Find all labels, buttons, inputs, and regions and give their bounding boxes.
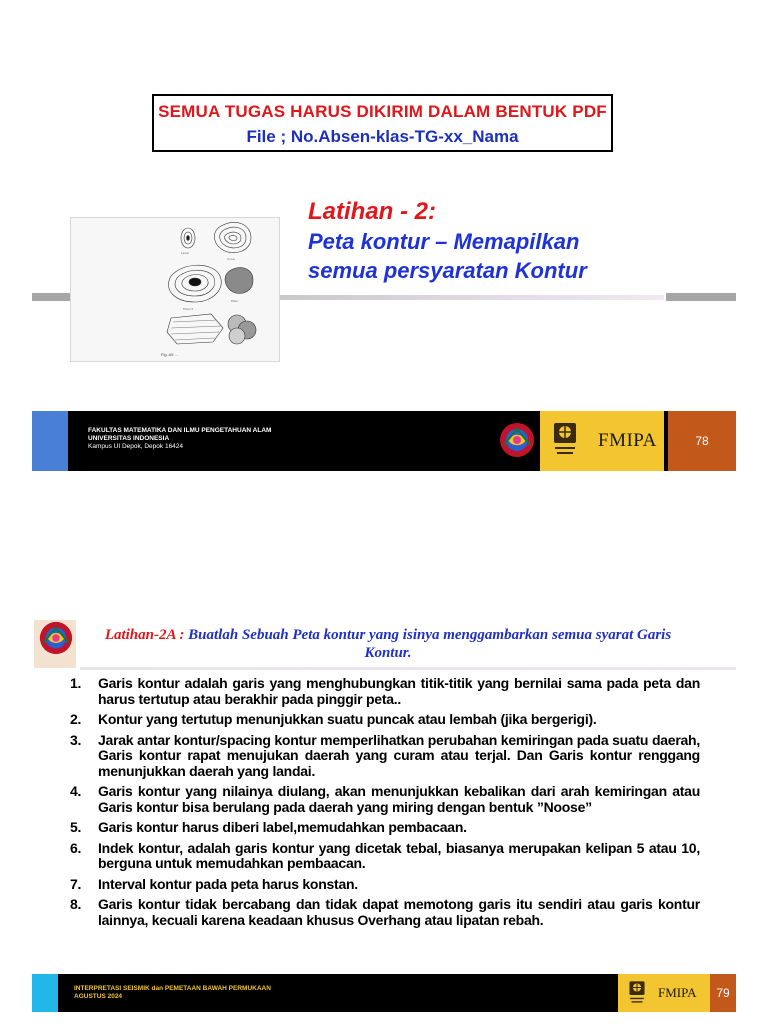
list-item — [70, 841, 700, 872]
fmipa-label: FMIPA — [598, 430, 657, 451]
slide-subtitle-line-1: Peta kontur – Memapilkan — [308, 229, 580, 254]
footer-faculty: FAKULTAS MATEMATIKA DAN ILMU PENGETAHUAN ALAM — [88, 427, 272, 434]
divider-left — [32, 293, 70, 301]
fmipa-badge — [618, 974, 710, 1012]
svg-text:Level: Level — [181, 251, 189, 255]
university-seal-icon — [628, 980, 646, 1006]
list-item — [70, 733, 700, 780]
divider-right — [666, 293, 736, 301]
contour-shapes-icon — [71, 218, 279, 361]
svg-text:Plain: Plain — [231, 299, 239, 303]
pdf-notice-box — [152, 94, 613, 152]
svg-text:Cone: Cone — [227, 257, 235, 261]
contour-figure-image — [70, 217, 280, 362]
footer-accent — [32, 974, 58, 1012]
list-item-text: Kontur yang tertutup menunjukkan suatu puncak atau lembah (jika bergerigi). — [98, 711, 597, 727]
list-item-number: 5. — [70, 819, 82, 835]
footer-university: UNIVERSITAS INDONESIA — [88, 435, 170, 442]
globe-logo-icon — [498, 421, 536, 459]
notice-line-2: File ; No.Absen-klas-TG-xx_Nama — [246, 127, 519, 146]
slide-footer — [32, 411, 736, 471]
figure-caption: Fig. A5 ... — [161, 352, 178, 357]
list-item — [70, 712, 700, 728]
globe-logo-icon — [38, 620, 74, 656]
footer-course-title: INTERPRETASI SEISMIK dan PEMETAAN BAWAH PERMUKAAN — [74, 985, 271, 992]
list-item-number: 8. — [70, 896, 82, 912]
divider-middle — [280, 295, 664, 300]
list-item — [70, 676, 700, 707]
list-item-number: 1. — [70, 675, 82, 691]
list-item-number: 2. — [70, 711, 82, 727]
list-item — [70, 877, 700, 893]
list-item-text: Jarak antar kontur/spacing kontur memperlihatkan perubahan kemiringan pada suatu daerah, Garis kontur rapat menujukan daerah yang curam atau terjal. Dan Garis kontur renggang menunjukkan daerah yang landai. — [98, 731, 700, 779]
list-item-text: Garis kontur harus diberi label,memudahkan pembacaan. — [98, 819, 467, 835]
notice-line-1: SEMUA TUGAS HARUS DIKIRIM DALAM BENTUK PDF — [158, 102, 607, 121]
exercise-label: Latihan-2A : — [104, 627, 185, 643]
list-item-text: Indek kontur, adalah garis kontur yang dicetak tebal, biasanya merupakan kelipan 5 atau 10, berguna untuk memudahkan pembaacan. — [98, 839, 700, 871]
list-item-text: Garis kontur tidak bercabang dan tidak dapat memotong garis itu sendiri atau garis kontur lainnya, kecuali karena keadaan khusus Overhang atau lipatan rebah. — [98, 896, 700, 928]
list-item-number: 4. — [70, 783, 82, 799]
svg-text:Mound: Mound — [183, 307, 194, 311]
list-item-number: 6. — [70, 839, 82, 856]
list-item-number: 7. — [70, 875, 82, 892]
fmipa-badge — [540, 411, 664, 471]
university-seal-icon — [552, 421, 578, 459]
exercise-instruction: Buatlah Sebuah Peta kontur yang isinya menggambarkan semua syarat Garis Kontur. — [188, 627, 672, 661]
footer-institution — [88, 427, 271, 451]
list-item — [70, 820, 700, 836]
list-item-text: Interval kontur pada peta harus konstan. — [98, 875, 358, 892]
list-item — [70, 784, 700, 815]
footer-course-date: AGUSTUS 2024 — [74, 993, 123, 1000]
page-number: 79 — [710, 974, 736, 1012]
contour-rules-list — [70, 676, 700, 933]
slide-title: Latihan - 2: — [308, 198, 437, 225]
slide-subtitle-line-2: semua persyaratan Kontur — [308, 258, 587, 283]
list-item-number: 3. — [70, 731, 82, 748]
slide2-footer — [32, 974, 736, 1012]
footer-address: Kampus UI Depok, Depok 16424 — [88, 443, 184, 450]
slide2-divider — [80, 667, 736, 670]
fmipa-label: FMIPA — [658, 985, 697, 1000]
list-item — [70, 897, 700, 928]
exercise-heading — [88, 626, 688, 662]
page-number: 78 — [668, 411, 736, 471]
footer-accent — [32, 411, 68, 471]
footer-course — [74, 985, 271, 1001]
list-item-text: Garis kontur adalah garis yang menghubungkan titik-titik yang bernilai sama pada peta dan harus tertutup atau berakhir pada pinggir peta.. — [98, 675, 700, 707]
list-item-text: Garis kontur yang nilainya diulang, akan menunjukkan kebalikan dari arah kemiringan atau Garis kontur bisa berulang pada daerah yang miring dengan bentuk ”Noose” — [98, 783, 700, 815]
